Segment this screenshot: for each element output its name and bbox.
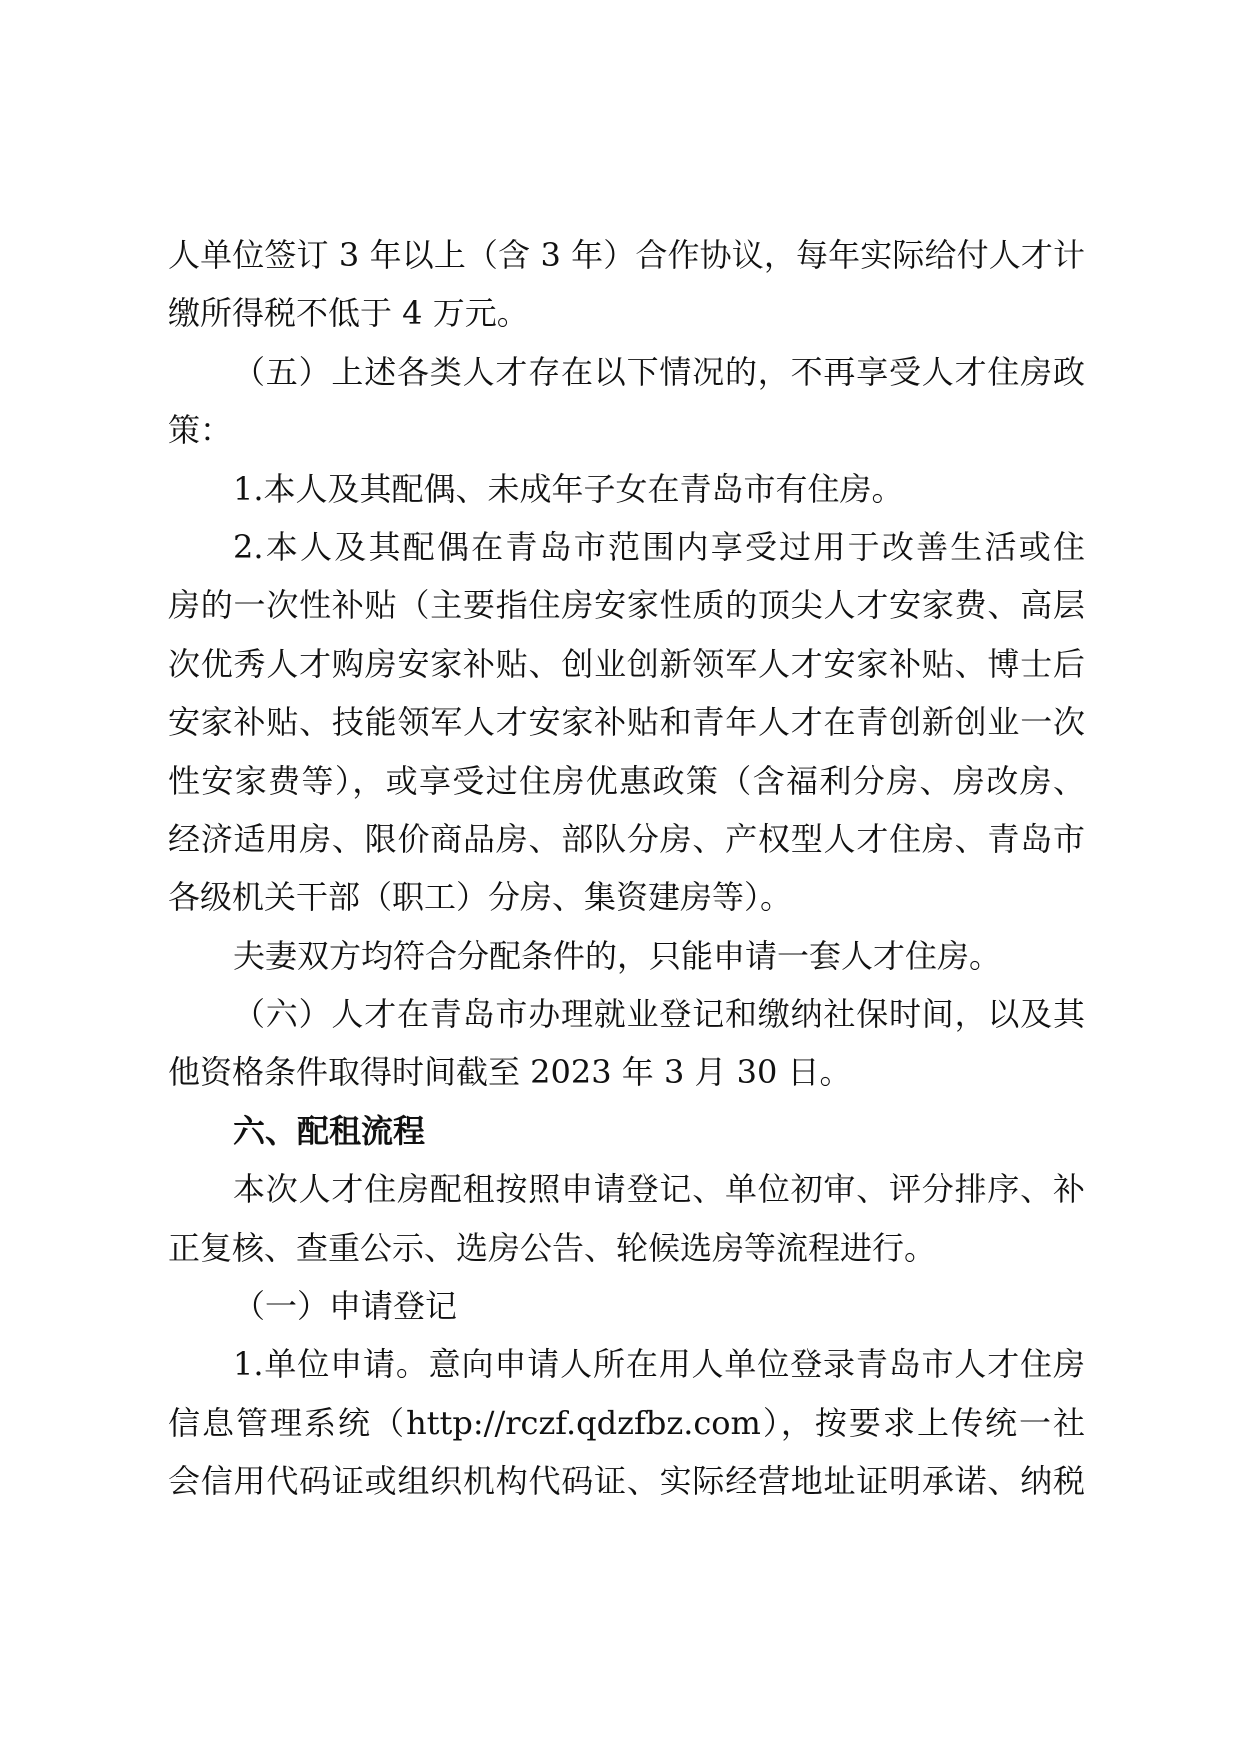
text-line: 缴所得税不低于 4 万元。 bbox=[168, 294, 529, 333]
text-line: 各级机关干部（职工）分房、集资建房等）。 bbox=[168, 878, 793, 917]
text-line: 本次人才住房配租按照申请登记、单位初审、评分排序、补 bbox=[233, 1170, 1085, 1209]
text-line: 安家补贴、技能领军人才安家补贴和青年人才在青创新创业一次 bbox=[168, 703, 1085, 742]
text-line: （一）申请登记 bbox=[233, 1287, 458, 1326]
text-line: 夫妻双方均符合分配条件的，只能申请一套人才住房。 bbox=[233, 936, 1002, 975]
text-line: （六）人才在青岛市办理就业登记和缴纳社保时间，以及其 bbox=[233, 995, 1085, 1034]
text-line: 策： bbox=[168, 411, 233, 450]
text-line: 他资格条件取得时间截至 2023 年 3 月 30 日。 bbox=[168, 1053, 852, 1092]
text-line: （五）上述各类人才存在以下情况的，不再享受人才住房政 bbox=[233, 352, 1085, 391]
section-heading: 六、配租流程 bbox=[233, 1111, 426, 1150]
text-line: 1.单位申请。意向申请人所在用人单位登录青岛市人才住房 bbox=[233, 1345, 1085, 1384]
text-line: 性安家费等），或享受过住房优惠政策（含福利分房、房改房、 bbox=[168, 761, 1085, 800]
text-line: 房的一次性补贴（主要指住房安家性质的顶尖人才安家费、高层 bbox=[168, 586, 1085, 625]
text-line: 信息管理系统（http://rczf.qdzfbz.com），按要求上传统一社 bbox=[168, 1403, 1085, 1442]
text-line: 人单位签订 3 年以上（含 3 年）合作协议，每年实际给付人才计 bbox=[168, 236, 1085, 274]
document-page bbox=[168, 226, 1085, 1511]
text-line: 经济适用房、限价商品房、部队分房、产权型人才住房、青岛市 bbox=[168, 819, 1085, 858]
text-line: 正复核、查重公示、选房公告、轮候选房等流程进行。 bbox=[168, 1228, 937, 1267]
text-line: 1.本人及其配偶、未成年子女在青岛市有住房。 bbox=[233, 469, 904, 508]
text-line: 2.本人及其配偶在青岛市范围内享受过用于改善生活或住 bbox=[233, 527, 1085, 566]
text-line: 会信用代码证或组织机构代码证、实际经营地址证明承诺、纳税 bbox=[168, 1462, 1085, 1501]
text-line: 次优秀人才购房安家补贴、创业创新领军人才安家补贴、博士后 bbox=[168, 644, 1085, 683]
